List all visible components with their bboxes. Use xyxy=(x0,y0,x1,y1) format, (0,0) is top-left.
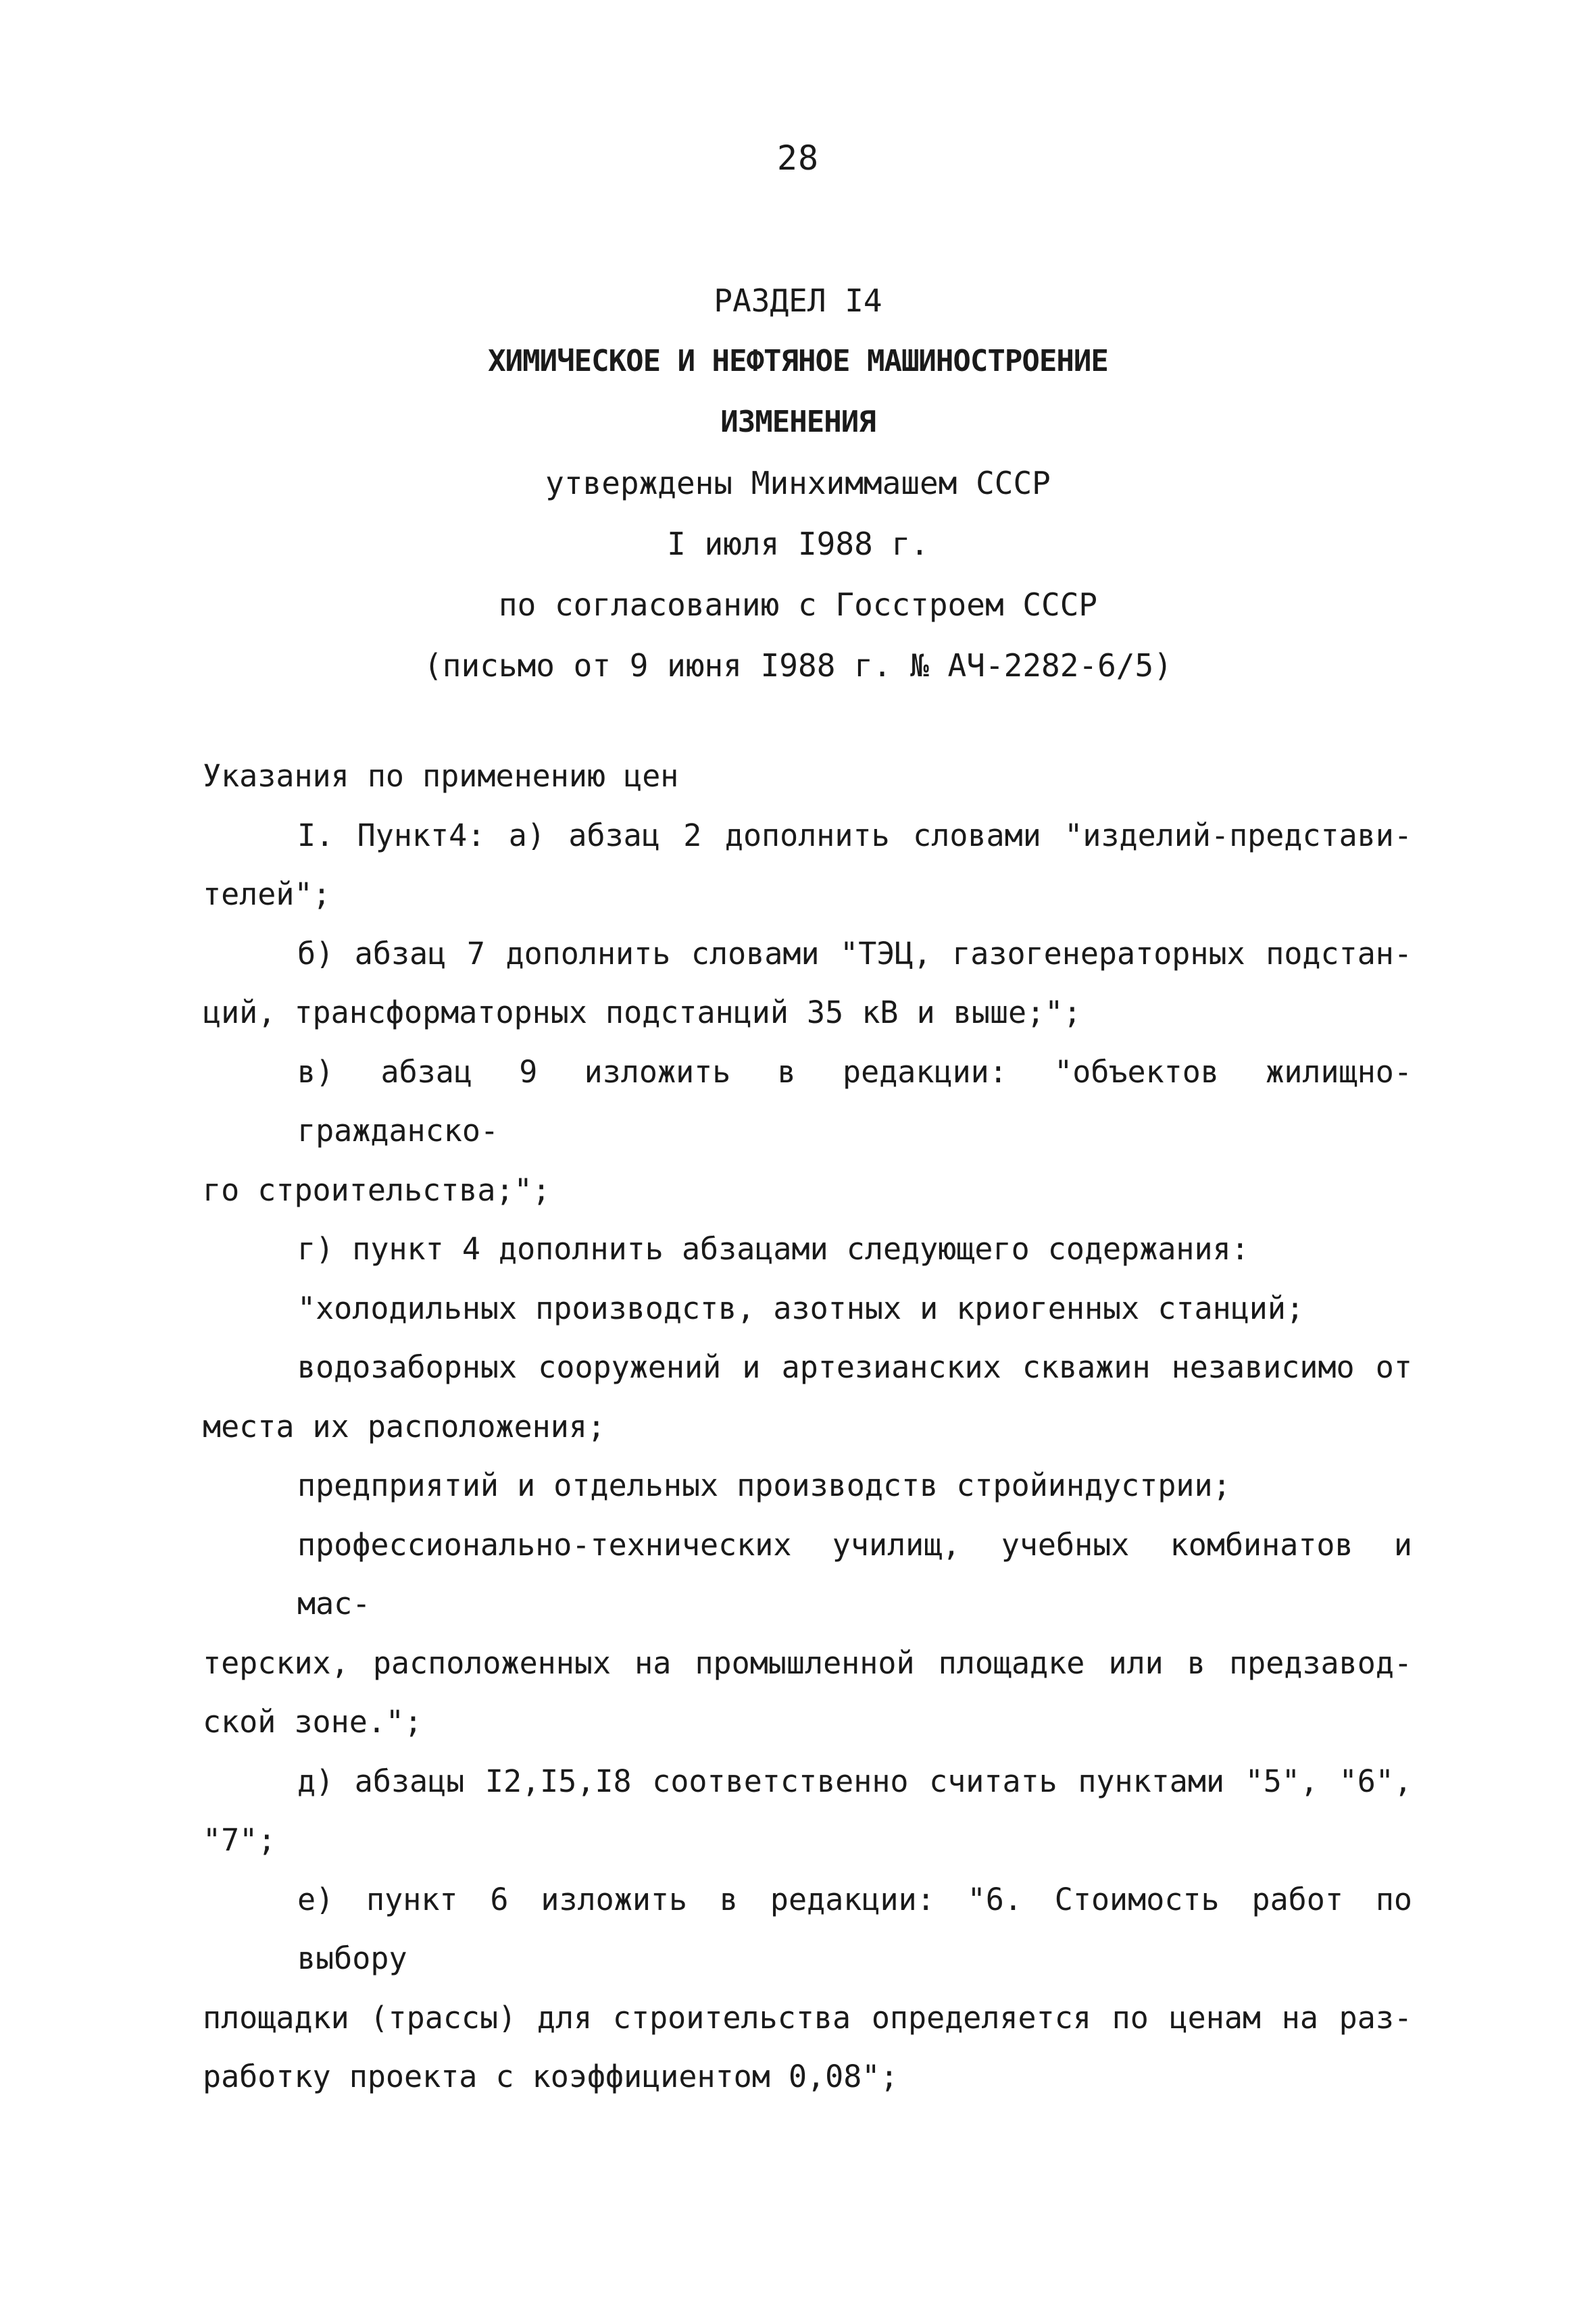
text-line: I. Пункт4: а) абзац 2 дополнить словами "изделий-представи- xyxy=(297,817,1412,853)
text-line: ской зоне."; xyxy=(203,1704,423,1740)
text-line: предприятий и отдельных производств стройиндустрии; xyxy=(297,1467,1231,1503)
section-title: ХИМИЧЕСКОЕ И НЕФТЯНОЕ МАШИНОСТРОЕНИЕ xyxy=(488,344,1108,378)
document-body xyxy=(203,747,1412,2107)
text-line: ций, трансформаторных подстанций 35 кВ и выше;"; xyxy=(203,995,1082,1030)
text-line: профессионально-технических училищ, учебных комбинатов и мас- xyxy=(297,1526,1412,1621)
text-line: водозаборных сооружений и артезианских скважин независимо от xyxy=(297,1349,1412,1385)
approval-date: I июля I988 г. xyxy=(667,526,929,562)
page-number: 28 xyxy=(776,139,820,178)
text-line: е) пункт 6 изложить в редакции: "6. Стоимость работ по выбору xyxy=(297,1881,1412,1976)
text-line: телей"; xyxy=(203,876,331,912)
letter-reference: (письмо от 9 июня I988 г. № АЧ-2282-6/5) xyxy=(424,647,1172,684)
text-line: в) абзац 9 изложить в редакции: "объектов жилищно-гражданско- xyxy=(297,1053,1412,1149)
text-line: д) абзацы I2,I5,I8 соответственно считать пунктами "5", "6", xyxy=(297,1763,1412,1799)
section-header xyxy=(0,270,1596,696)
section-number: РАЗДЕЛ I4 xyxy=(714,282,882,319)
text-line: "7"; xyxy=(203,1822,276,1858)
text-line: места их расположения; xyxy=(203,1408,606,1444)
text-line: работку проекта с коэффициентом 0,08"; xyxy=(203,2059,899,2094)
text-line: го строительства;"; xyxy=(203,1172,551,1208)
section-subtitle: ИЗМЕНЕНИЯ xyxy=(720,405,876,439)
text-line: терских, расположенных на промышленной площадке или в предзавод- xyxy=(203,1644,1412,1681)
text-line: площадки (трассы) для строительства определяется по ценам на раз- xyxy=(203,1999,1412,2036)
text-line: "холодильных производств, азотных и криогенных станций; xyxy=(297,1290,1305,1326)
text-line: г) пункт 4 дополнить абзацами следующего содержания: xyxy=(297,1231,1249,1267)
agreement-line: по согласованию с Госстроем СССР xyxy=(498,586,1098,623)
approved-by: утверждены Минхиммашем СССР xyxy=(545,465,1051,501)
body-heading: Указания по применению цен xyxy=(203,758,679,794)
text-line: б) абзац 7 дополнить словами "ТЭЦ, газогенераторных подстан- xyxy=(297,935,1412,972)
